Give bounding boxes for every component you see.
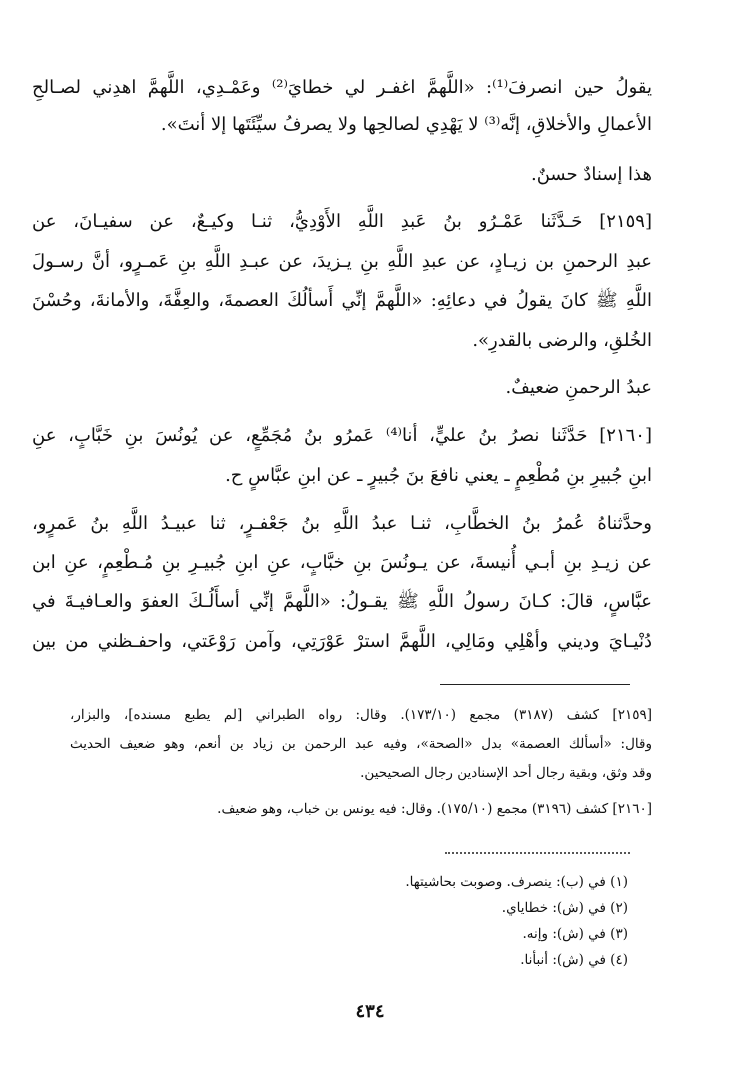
body-line: هذا إسنادٌ حسنٌ. xyxy=(530,164,652,185)
hadith-2160-line: ابنِ جُبيرِ بنِ مُطْعِمٍ ـ يعني نافعَ بنَ جُبيرٍ ـ عن ابنِ عبَّاسٍ ح. xyxy=(225,465,652,486)
takhrij-line: [٢١٥٩] كشف (٣١٨٧) مجمع (١٧٣/١٠). وقال: رواه الطبراني [لم يطبع مسنده]، والبزار، xyxy=(70,707,652,723)
page-number: ٤٣٤ xyxy=(355,1001,385,1022)
hadith-2159-line: اللَّهِ ﷺ كانَ يقولُ في دعائِهِ: «اللَّهمَّ إنِّي أَسألُكَ العصمةَ، والعِفَّةَ، والأمانةَ، وحُسْنَ xyxy=(32,290,652,311)
hadith-2160-line: وحدَّثناهُ عُمرُ بنُ الخطَّابِ، ثنـا عبدُ اللَّهِ بنُ جَعْفـرٍ، ثنا عبيـدُ اللَّهِ بنُ عَمرٍو، xyxy=(32,513,652,534)
notes-separator xyxy=(445,852,630,854)
hadith-2160-line: عن زيـدِ بنِ أبـي أُنيسةَ، عن يـونُسَ بنِ خبَّابٍ، عنِ ابنِ جُبيـرِ بنِ مُـطْعِمٍ، عنِ ابن xyxy=(32,552,652,573)
body-line: يقولُ حين انصرفَ⁽¹⁾: «اللَّهمَّ اغفـر لي خطايَ⁽²⁾ وعَمْـدِي، اللَّهمَّ اهدِني لصـالحِ xyxy=(32,77,652,98)
variant-note: (١) في (ب): ينصرف. وصوبت بحاشيتها. xyxy=(405,874,628,890)
hadith-2160-line: عبَّاسٍ، قالَ: كـانَ رسولُ اللَّهِ ﷺ يقـولُ: «اللَّهمَّ إنِّي أسأَلُـكَ العفوَ والعـافيـةَ في xyxy=(32,591,652,612)
hadith-2159-line: عبدِ الرحمنِ بن زيـادٍ، عن عبدِ اللَّهِ بنِ يـزيدَ، عن عبـدِ اللَّهِ بنِ عَمـرٍو، أنَّ رسـولَ xyxy=(32,251,652,272)
variant-note: (٤) في (ش): أنبأنا. xyxy=(520,952,628,968)
body-line: الأعمالِ والأخلاقِ، إنَّه⁽³⁾ لا يَهْدِي لصالحِها ولا يصرفُ سيِّئَتَها إلا أنتَ». xyxy=(160,114,652,135)
hadith-2160-line: دُنْيـايَ وديني وأهْلِي ومَالِي، اللَّهمَّ استرْ عَوْرَتِي، وآمن رَوْعَتي، واحفـظني من بين xyxy=(32,631,652,652)
variant-note: (٢) في (ش): خطاياي. xyxy=(501,900,628,916)
takhrij-line: وقد وثق، وبقية رجال أحد الإسنادين رجال الصحيحين. xyxy=(360,765,652,781)
takhrij-line: [٢١٦٠] كشف (٣١٩٦) مجمع (١٧٥/١٠). وقال: فيه يونس بن خباب، وهو ضعيف. xyxy=(217,801,652,817)
takhrij-line: وقال: «أسألك العصمة» بدل «الصحة»، وفيه عبد الرحمن بن زياد بن أنعم، وهو ضعيف الحديث xyxy=(70,736,652,752)
grading-line: عبدُ الرحمنِ ضعيفٌ. xyxy=(505,377,652,398)
footnote-separator xyxy=(440,684,630,685)
hadith-2159-line: [٢١٥٩] حَـدَّثَنا عَمْـرُو بنُ عَبدِ اللَّهِ الأَوْدِيُّ، ثنـا وكيـعٌ، عن سفيـانَ، عن xyxy=(32,211,652,232)
hadith-2159-line: الخُلقِ، والرضى بالقدرِ». xyxy=(472,330,652,351)
hadith-2160-line: [٢١٦٠] حَدَّثَنا نصرُ بنُ عليٍّ، أنا⁽⁴⁾ عَمرُو بنُ مُجَمِّعٍ، عن يُونُسَ بنِ خَبَّابٍ، عنِ xyxy=(32,425,652,446)
variant-note: (٣) في (ش): وإنه. xyxy=(522,926,628,942)
